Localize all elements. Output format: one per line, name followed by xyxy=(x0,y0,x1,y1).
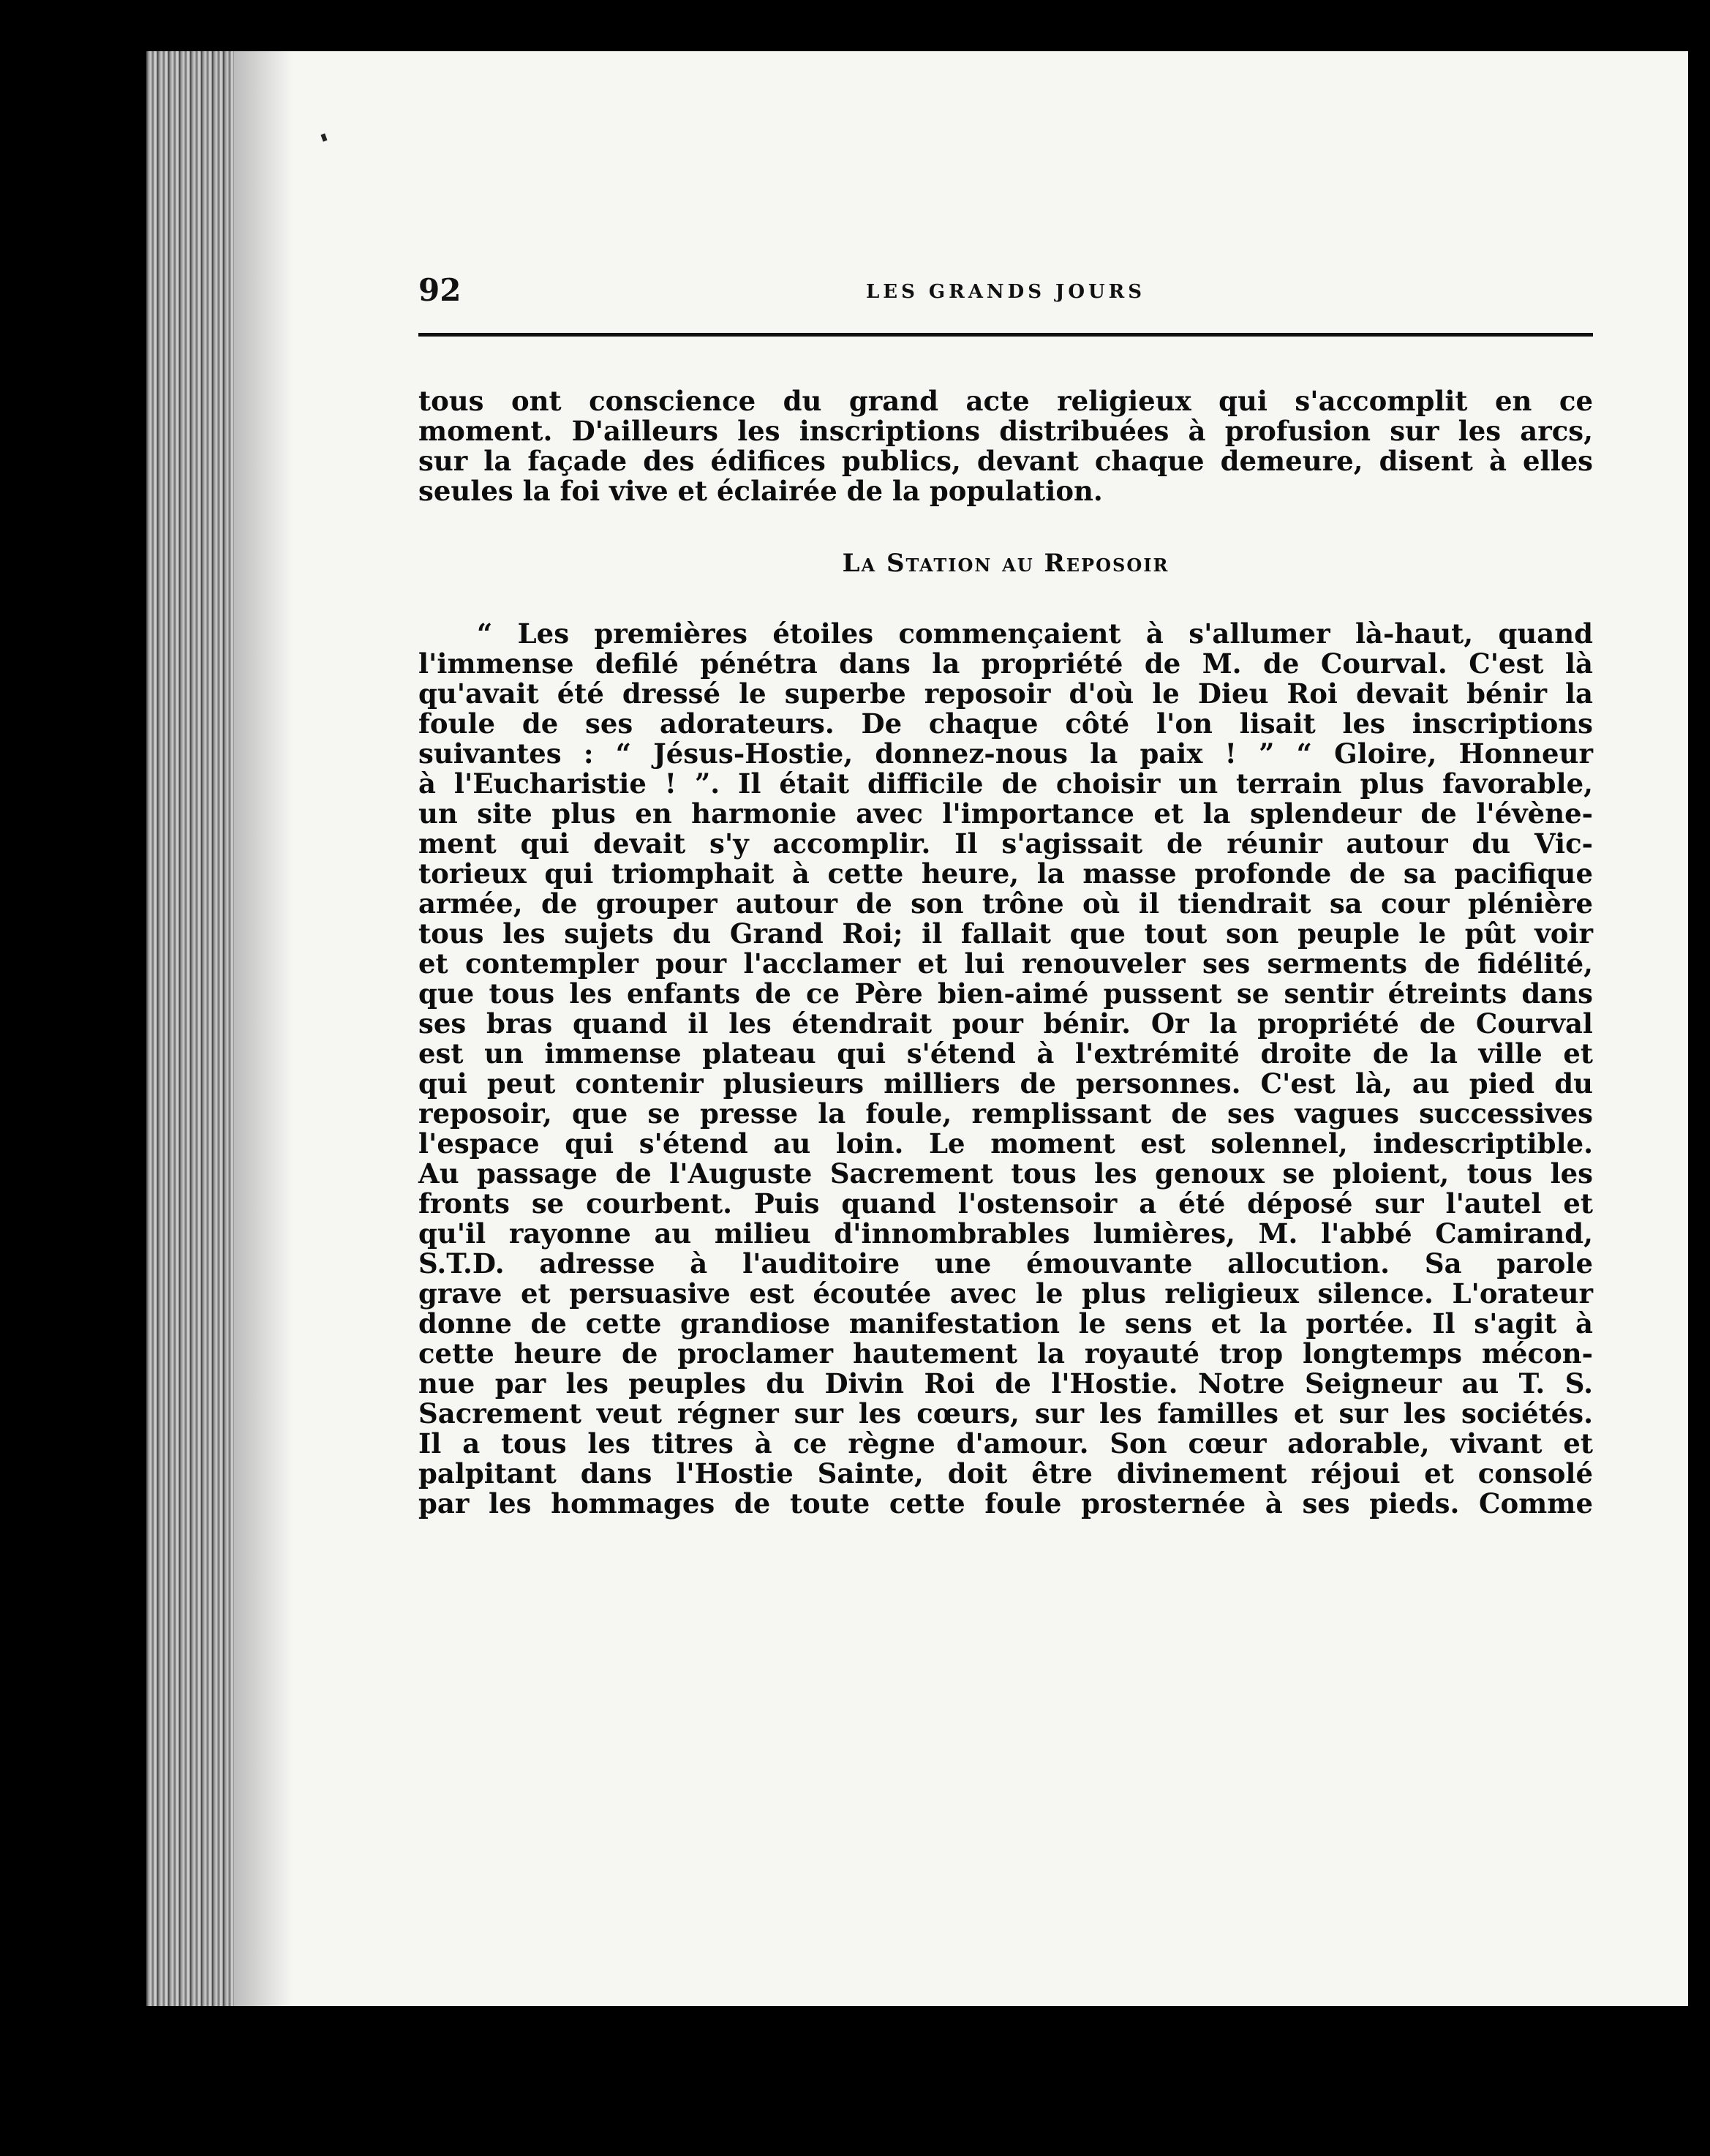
text-line: reposoir, que se presse la foule, remplissant de ses vagues successives xyxy=(418,1097,1593,1130)
header-rule xyxy=(418,333,1593,337)
gutter-shadow xyxy=(234,51,293,2006)
text-line: moment. D'ailleurs les inscriptions distribuées à profusion sur les arcs, xyxy=(418,415,1593,447)
text-line: grave et persuasive est écoutée avec le plus religieux silence. L'orateur xyxy=(418,1277,1593,1310)
text-line: qu'avait été dressé le superbe reposoir d'où le Dieu Roi devait bénir la xyxy=(418,677,1593,710)
text-line: armée, de grouper autour de son trône où il tiendrait sa cour plénière xyxy=(418,887,1593,920)
text-line: donne de cette grandiose manifestation le sens et la portée. Il s'agit à xyxy=(418,1307,1593,1340)
text-line: est un immense plateau qui s'étend à l'extrémité droite de la ville et xyxy=(418,1037,1593,1070)
body-text xyxy=(418,386,1593,1519)
text-line: à l'Eucharistie ! ”. Il était difficile de choisir un terrain plus favorable, xyxy=(418,767,1593,800)
page-number: 92 xyxy=(418,272,462,308)
text-line: Sacrement veut régner sur les cœurs, sur les familles et sur les sociétés. xyxy=(418,1397,1593,1430)
text-line: que tous les enfants de ce Père bien-aimé pussent se sentir étreints dans xyxy=(418,977,1593,1010)
text-line: un site plus en harmonie avec l'importance et la splendeur de l'évène- xyxy=(418,797,1593,830)
text-line: Au passage de l'Auguste Sacrement tous les genoux se ploient, tous les xyxy=(418,1157,1593,1190)
text-line: palpitant dans l'Hostie Sainte, doit être divinement réjoui et consolé xyxy=(418,1457,1593,1490)
section-heading: La Station au Reposoir xyxy=(842,549,1169,578)
text-line: “ Les premières étoiles commençaient à s'allumer là-haut, quand xyxy=(477,617,1593,650)
paragraph-2 xyxy=(418,619,1593,1519)
text-line: seules la foi vive et éclairée de la population. xyxy=(418,475,1103,507)
running-title: LES GRANDS JOURS xyxy=(865,281,1146,303)
text-line: S.T.D. adresse à l'auditoire une émouvante allocution. Sa parole xyxy=(418,1247,1593,1280)
text-line: par les hommages de toute cette foule prosternée à ses pieds. Comme xyxy=(418,1487,1593,1520)
text-line: nue par les peuples du Divin Roi de l'Hostie. Notre Seigneur au T. S. xyxy=(418,1367,1593,1400)
text-line: torieux qui triomphait à cette heure, la masse profonde de sa pacifique xyxy=(418,857,1593,890)
text-line: cette heure de proclamer hautement la royauté trop longtemps mécon- xyxy=(418,1337,1593,1370)
text-line: Il a tous les titres à ce règne d'amour. Son cœur adorable, vivant et xyxy=(418,1427,1593,1460)
text-line: qu'il rayonne au milieu d'innombrables lumières, M. l'abbé Camirand, xyxy=(418,1217,1593,1250)
text-line: ses bras quand il les étendrait pour bénir. Or la propriété de Courval xyxy=(418,1007,1593,1040)
text-line: ment qui devait s'y accomplir. Il s'agissait de réunir autour du Vic- xyxy=(418,827,1593,860)
text-line: qui peut contenir plusieurs milliers de personnes. C'est là, au pied du xyxy=(418,1067,1593,1100)
text-line: sur la façade des édifices publics, devant chaque demeure, disent à elles xyxy=(418,445,1593,477)
text-line: l'espace qui s'étend au loin. Le moment est solennel, indescriptible. xyxy=(418,1127,1593,1160)
text-line: foule de ses adorateurs. De chaque côté l'on lisait les inscriptions xyxy=(418,707,1593,740)
text-line: tous les sujets du Grand Roi; il fallait que tout son peuple le pût voir xyxy=(418,917,1593,950)
text-line: suivantes : “ Jésus-Hostie, donnez-nous la paix ! ” “ Gloire, Honneur xyxy=(418,737,1593,770)
text-line: tous ont conscience du grand acte religieux qui s'accomplit en ce xyxy=(418,385,1593,417)
text-line: fronts se courbent. Puis quand l'ostensoir a été déposé sur l'autel et xyxy=(418,1187,1593,1220)
text-line: l'immense defilé pénétra dans la propriété de M. de Courval. C'est là xyxy=(418,647,1593,680)
page-gutter xyxy=(146,51,234,2006)
text-line: et contempler pour l'acclamer et lui renouveler ses serments de fidélité, xyxy=(418,947,1593,980)
paragraph-1 xyxy=(418,386,1593,506)
page-header xyxy=(418,219,1593,315)
